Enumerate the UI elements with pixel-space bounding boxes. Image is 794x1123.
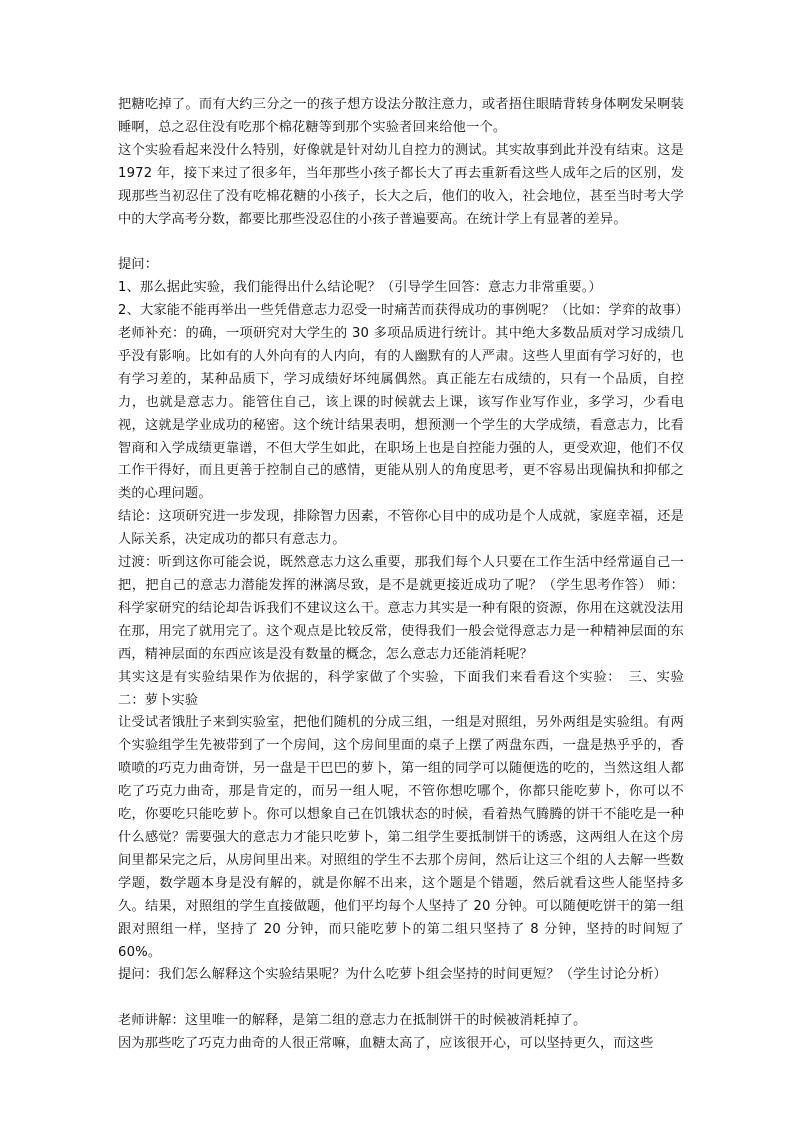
- paragraph: 老师讲解：这里唯一的解释，是第二组的意志力在抵制饼干的时候被消耗掉了。: [118, 1013, 587, 1029]
- blank-line: [118, 231, 684, 254]
- paragraph: 把糖吃掉了。而有大约三分之一的孩子想方设法分散注意力，或者捂住眼睛背转身体啊发呆啊装睡啊，总之忍住没有吃那个棉花糖等到那个实验者回来给他一个。: [118, 97, 684, 135]
- paragraph: 1、那么据此实验，我们能得出什么结论呢？（引导学生回答：意志力非常重要。）: [118, 280, 602, 296]
- paragraph: 这个实验看起来没什么特别，好像就是针对幼儿自控力的测试。其实故事到此并没有结束。这是 1972 年，接下来过了很多年，当年那些小孩子都长大了再去重新看这些人成年之后的区别，发现那些当初忍住了没有吃棉花糖的小孩子，长大之后，他们的收入，社会地位，甚至当时考大学中的大学高考分数，都要比那些没忍住的小孩子普遍要高。在统计学上有显著的差异。: [118, 142, 684, 227]
- paragraph: 结论：这项研究进一步发现，排除智力因素，不管你心目中的成功是个人成就，家庭幸福，还是人际关系，决定成功的都只有意志力。: [118, 509, 684, 548]
- document-body: [118, 94, 689, 1056]
- paragraph: 因为那些吃了巧克力曲奇的人很正常嘛，血糖太高了，应该很开心，可以坚持更久，而这些: [118, 1036, 654, 1052]
- paragraph: 提问：: [118, 257, 159, 273]
- paragraph: 提问：我们怎么解释这个实验结果呢？为什么吃萝卜组会坚持的时间更短？（学生讨论分析）: [118, 967, 667, 983]
- paragraph: 老师补充：的确，一项研究对大学生的 30 多项品质进行统计。其中绝大多数品质对学习成绩几乎没有影响。比如有的人外向有的人内向，有的人幽默有的人严肃。这些人里面有学习好的，也有学习差的，某种品质下，学习成绩好坏纯属偶然。真正能左右成绩的，只有一个品质，自控力，也就是意志力。能管住自己，该上课的时候就去上课，该写作业写作业，多学习，少看电视，这就是学业成功的秘密。这个统计结果表明，想预测一个学生的大学成绩，看意志力，比看智商和入学成绩更靠谱，不但大学生如此，在职场上也是自控能力强的人，更受欢迎，他们不仅工作干得好，而且更善于控制自己的感情，更能从别人的角度思考，更不容易出现偏执和抑郁之类的心理问题。: [118, 326, 684, 502]
- paragraph: 过渡：听到这你可能会说，既然意志力这么重要，那我们每个人只要在工作生活中经常逼自己一把，把自己的意志力潜能发挥的淋漓尽致，是不是就更接近成功了呢？（学生思考作答） 师：科学家研究的结论却告诉我们不建议这么干。意志力其实是一种有限的资源，你用在这就没法用在那，用完了就用完了。这个观点是比较反常，使得我们一般会觉得意志力是一种精神层面的东西，精神层面的东西应该是没有数量的概念，怎么意志力还能消耗呢？: [118, 555, 684, 662]
- paragraph: 让受试者饿肚子来到实验室，把他们随机的分成三组，一组是对照组，另外两组是实验组。有两个实验组学生先被带到了一个房间，这个房间里面的桌子上摆了两盘东西，一盘是热乎乎的，香喷喷的巧克力曲奇饼，另一盘是干巴巴的萝卜，第一组的同学可以随便选的吃的，当然这组人都吃了巧克力曲奇，那是肯定的，而另一组人呢，不管你想吃哪个，你都只能吃萝卜，你可以不吃，你要吃只能吃萝卜。你可以想象自己在饥饿状态的时候，看着热气腾腾的饼干不能吃是一种什么感觉？需要强大的意志力才能只吃萝卜，第二组学生要抵制饼干的诱惑，这两组人在这个房间里都呆完之后，从房间里出来。对照组的学生不去那个房间，然后让这三个组的人去解一些数学题，数学题本身是没有解的，就是你解不出来，这个题是个错题，然后就看这些人能坚持多久。结果，对照组的学生直接做题，他们平均每个人坚持了 20 分钟。可以随便吃饼干的第一组跟对照组一样，坚持了 20 分钟，而只能吃萝卜的第二组只坚持了 8 分钟，坚持的时间短了 60%。: [118, 715, 684, 960]
- paragraph: 其实这是有实验结果作为依据的，科学家做了个实验，下面我们来看看这个实验： 三、实验二：萝卜实验: [118, 669, 684, 708]
- paragraph: 2、大家能不能再举出一些凭借意志力忍受一时痛苦而获得成功的事例呢？（比如：学弈的故事）: [118, 303, 689, 319]
- blank-line: [118, 987, 684, 1010]
